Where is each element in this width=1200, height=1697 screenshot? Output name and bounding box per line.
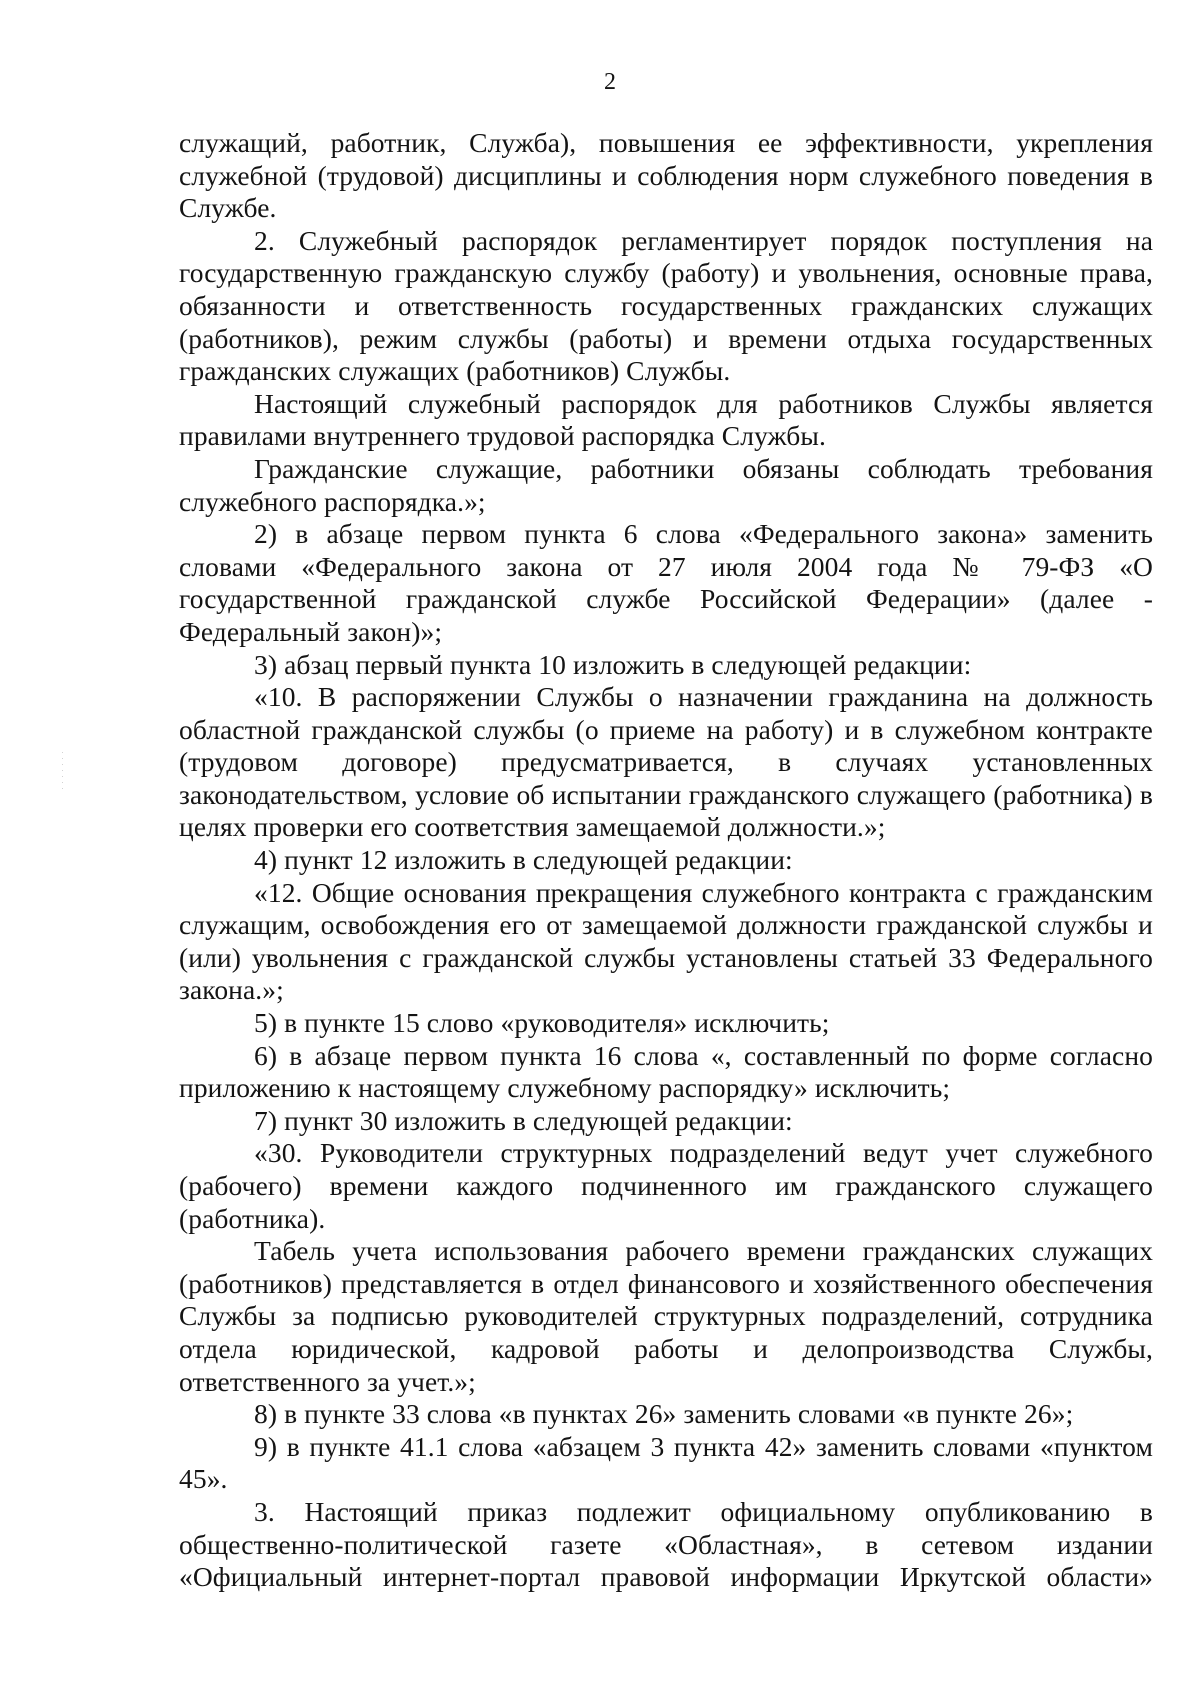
amendment-6: 6) в абзаце первом пункта 16 слова «, составленный по форме согласно приложению к настоящему служебному распорядку» исключить; bbox=[179, 1039, 1153, 1104]
page-number: 2 bbox=[604, 69, 616, 95]
scan-artifact bbox=[62, 752, 63, 792]
amendment-7: 7) пункт 30 изложить в следующей редакции: bbox=[254, 1104, 793, 1136]
quoted-clause-12: «12. Общие основания прекращения служебного контракта с гражданским служащим, освобождения его от замещаемой должности гражданской службы и (или) увольнения с гражданской службы установлены статьей 33 Федерального закона.»; bbox=[179, 876, 1153, 1006]
quoted-clause-30-timesheet: Табель учета использования рабочего времени гражданских служащих (работников) представляется в отдел финансового и хозяйственного обеспечения Службы за подписью руководителей структурных подразделений, сотрудника отдела юридической, кадровой работы и делопроизводства Службы, ответственного за учет.»; bbox=[179, 1235, 1153, 1397]
paragraph-item-3: 3. Настоящий приказ подлежит официальному опубликованию в общественно-политической газете «Областная», в сетевом издании «Официальный интернет-портал правовой информации Иркутской области» bbox=[179, 1495, 1153, 1593]
quoted-clause-10: «10. В распоряжении Службы о назначении гражданина на должность областной гражданской службы (о приеме на работу) и в служебном контракте (трудовом договоре) предусматривается, в случаях установленных законодательством, условие об испытании гражданского служащего (работника) в целях проверки его соответствия замещаемой должности.»; bbox=[179, 681, 1153, 843]
amendment-3: 3) абзац первый пункта 10 изложить в следующей редакции: bbox=[254, 648, 972, 680]
amendment-9: 9) в пункте 41.1 слова «абзацем 3 пункта 42» заменить словами «пунктом 45». bbox=[179, 1430, 1153, 1495]
paragraph-obligation: Гражданские служащие, работники обязаны соблюдать требования служебного распорядка.»; bbox=[179, 452, 1153, 517]
amendment-4: 4) пункт 12 изложить в следующей редакции: bbox=[254, 844, 793, 876]
paragraph-item-2: 2. Служебный распорядок регламентирует порядок поступления на государственную гражданскую службу (работу) и увольнения, основные права, обязанности и ответственность государственных гражданских служащих (работников), режим службы (работы) и времени отдыха государственных гражданских служащих (работников) Службы. bbox=[179, 224, 1153, 387]
quoted-clause-30: «30. Руководители структурных подразделений ведут учет служебного (рабочего) времени каждого подчиненного им гражданского служащего (работника). bbox=[179, 1137, 1153, 1234]
paragraph-rules-note: Настоящий служебный распорядок для работников Службы является правилами внутреннего трудовой распорядка Службы. bbox=[179, 387, 1153, 452]
amendment-2: 2) в абзаце первом пункта 6 слова «Федерального закона» заменить словами «Федерального закона от 27 июля 2004 года № 79-ФЗ «О государственной гражданской службе Российской Федерации» (далее - Федеральный закон)»; bbox=[179, 518, 1153, 647]
amendment-5: 5) в пункте 15 слово «руководителя» исключить; bbox=[254, 1007, 830, 1039]
document-body bbox=[179, 127, 1153, 1594]
paragraph-continuation: служащий, работник, Служба), повышения ее эффективности, укрепления служебной (трудовой) дисциплины и соблюдения норм служебного поведения в Службе. bbox=[179, 127, 1153, 224]
amendment-8: 8) в пункте 33 слова «в пунктах 26» заменить словами «в пункте 26»; bbox=[254, 1398, 1074, 1430]
